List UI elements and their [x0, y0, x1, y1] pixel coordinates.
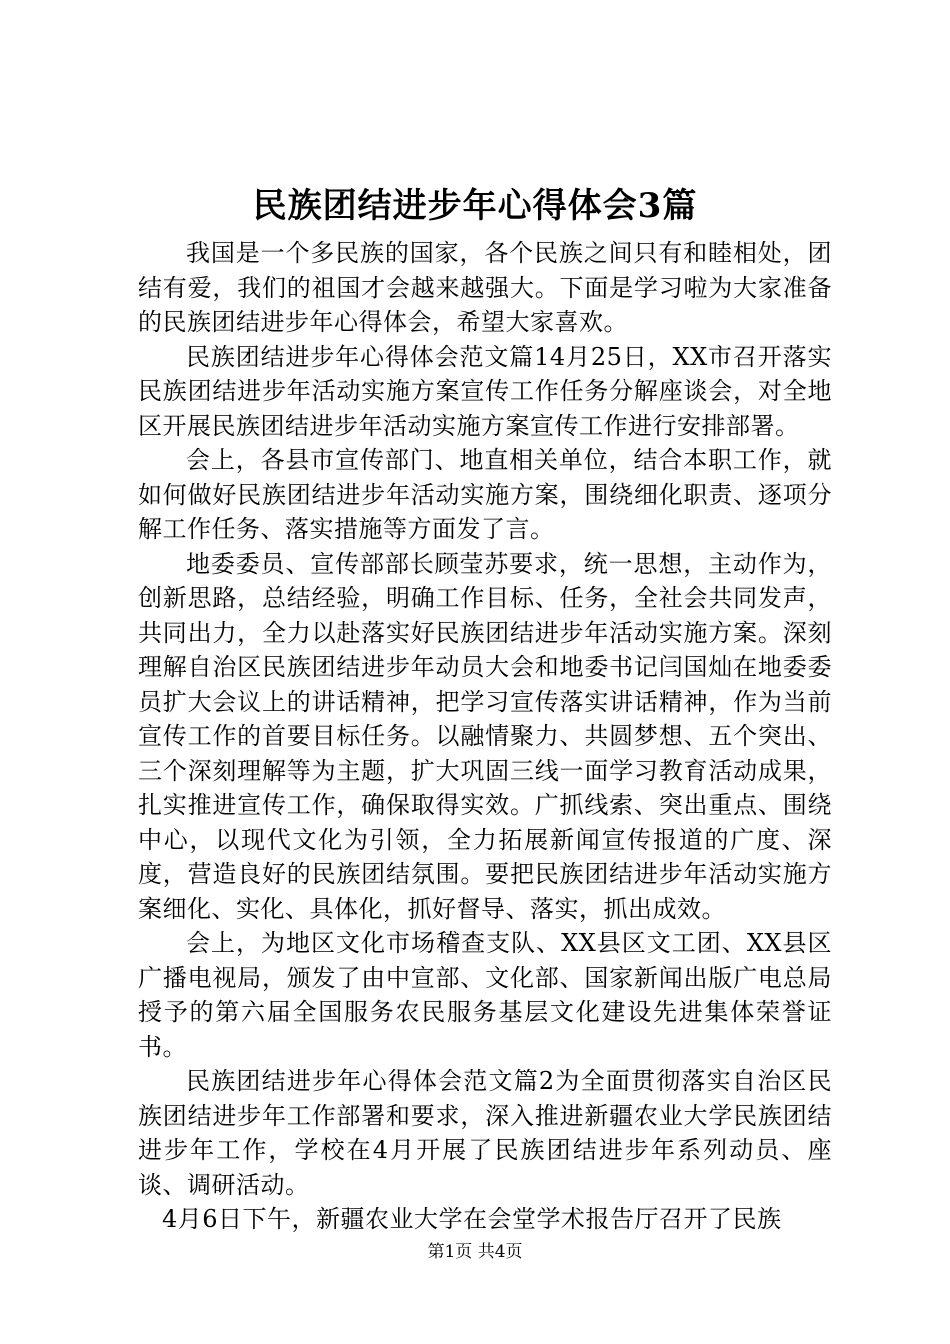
paragraph-article-2: 民族团结进步年心得体会范文篇2为全面贯彻落实自治区民族团结进步年工作部署和要求，深入推进新疆农业大学民族团结进步年工作，学校在4月开展了民族团结进步年系列动员、座谈、调研活动。: [138, 1067, 832, 1199]
paragraph-intro: 我国是一个多民族的国家，各个民族之间只有和睦相处，团结有爱，我们的祖国才会越来越强大。下面是学习啦为大家准备的民族团结进步年心得体会，希望大家喜欢。: [138, 239, 832, 336]
document-body: [138, 236, 832, 1237]
paragraph-meeting-speeches: 会上，各县市宣传部门、地直相关单位，结合本职工作，就如何做好民族团结进步年活动实施方案，围绕细化职责、逐项分解工作任务、落实措施等方面发了言。: [138, 446, 832, 543]
page-footer: 第1页 共4页: [427, 1242, 523, 1262]
paragraph-awards: 会上，为地区文化市场稽查支队、XX县区文工团、XX县区广播电视局，颁发了由中宣部、文化部、国家新闻出版广电总局授予的第六届全国服务农民服务基层文化建设先进集体荣誉证书。: [138, 929, 832, 1061]
paragraph-april-6: 4月6日下午，新疆农业大学在会堂学术报告厅召开了民族: [162, 1205, 782, 1233]
document-title: 民族团结进步年心得体会3篇: [252, 186, 698, 226]
paragraph-requirements: 地委委员、宣传部部长顾莹苏要求，统一思想，主动作为，创新思路，总结经验，明确工作目标、任务，全社会共同发声，共同出力，全力以赴落实好民族团结进步年活动实施方案。深刻理解自治区民族团结进步年动员大会和地委书记闫国灿在地委委员扩大会议上的讲话精神，把学习宣传落实讲话精神，作为当前宣传工作的首要目标任务。以融情聚力、共圆梦想、五个突出、三个深刻理解等为主题，扩大巩固三线一面学习教育活动成果，扎实推进宣传工作，确保取得实效。广抓线索、突出重点、围绕中心，以现代文化为引领，全力拓展新闻宣传报道的广度、深度，营造良好的民族团结氛围。要把民族团结进步年活动实施方案细化、实化、具体化，抓好督导、落实，抓出成效。: [138, 549, 832, 923]
paragraph-article-1: 民族团结进步年心得体会范文篇14月25日，XX市召开落实民族团结进步年活动实施方案宣传工作任务分解座谈会，对全地区开展民族团结进步年活动实施方案宣传工作进行安排部署。: [138, 342, 832, 440]
